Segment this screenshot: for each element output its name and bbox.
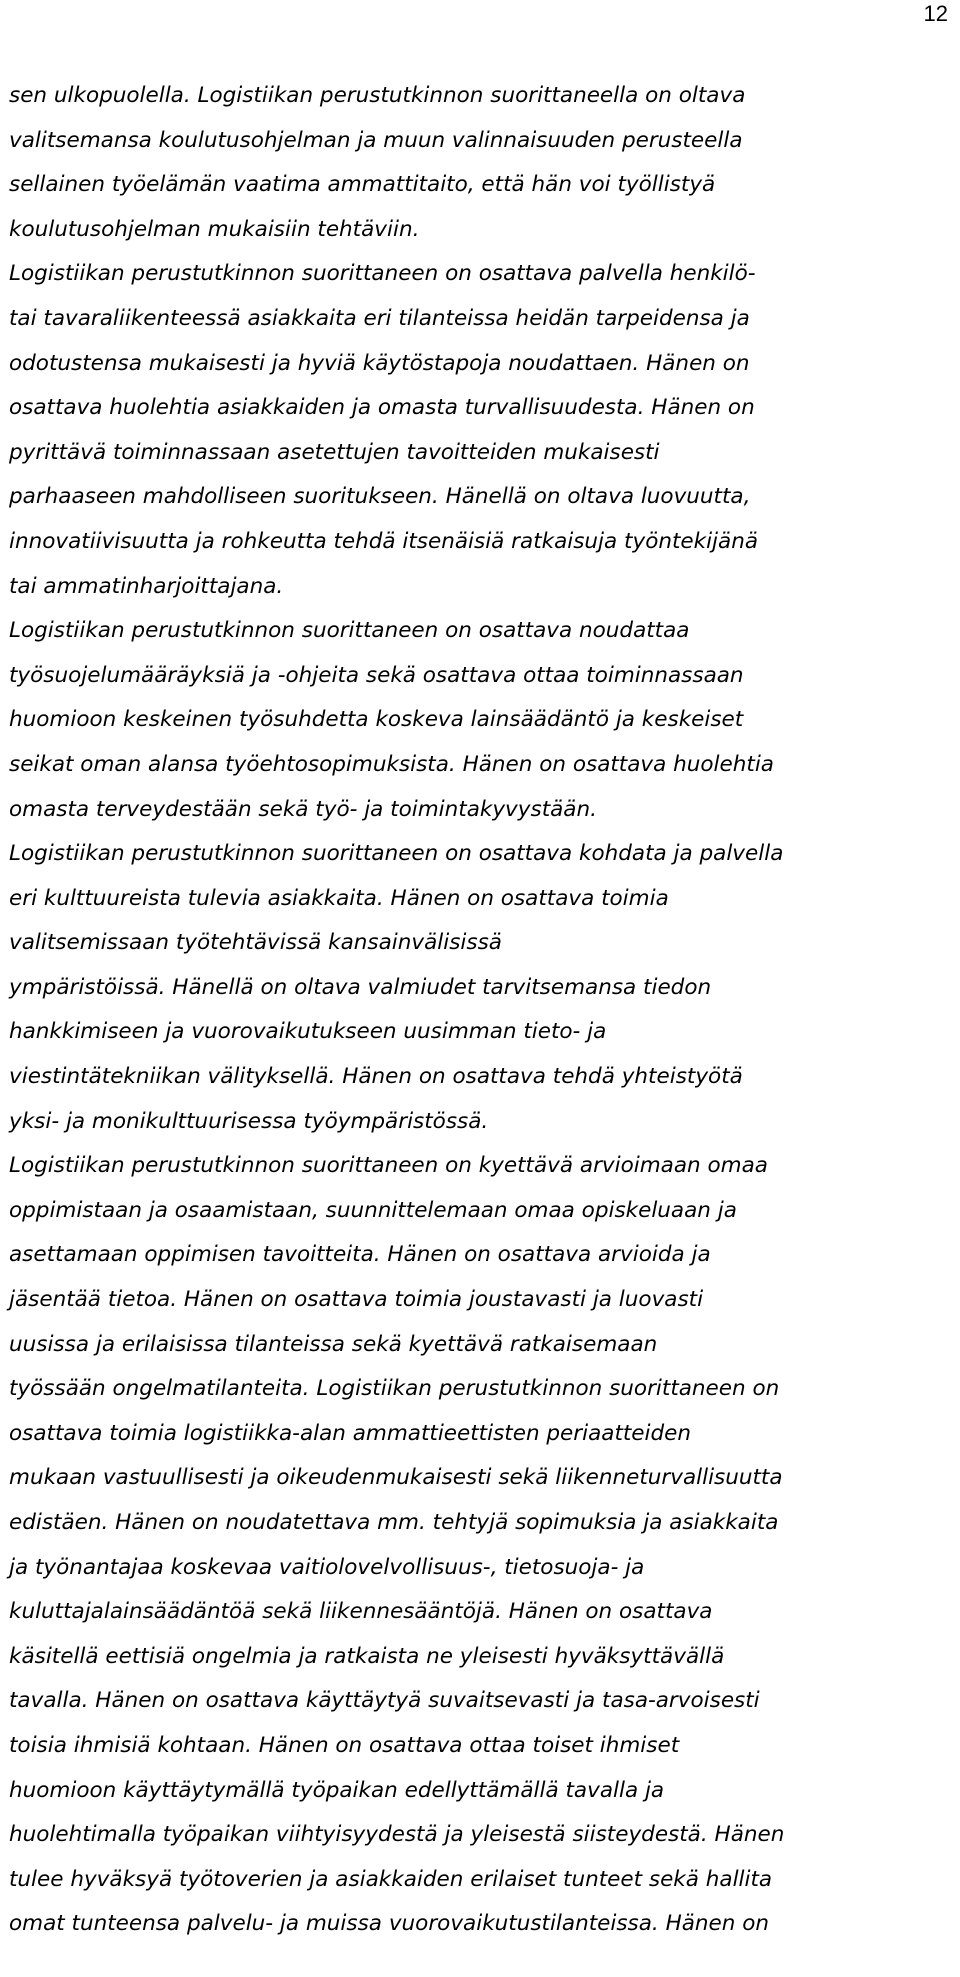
text-line: osattava huolehtia asiakkaiden ja omasta turvallisuudesta. Hänen on: [9, 395, 755, 421]
text-line: Logistiikan perustutkinnon suorittaneen on kyettävä arvioimaan omaa: [9, 1153, 768, 1179]
text-line: tavalla. Hänen on osattava käyttäytyä suvaitsevasti ja tasa-arvoisesti: [9, 1688, 760, 1714]
text-line: odotustensa mukaisesti ja hyviä käytöstapoja noudattaen. Hänen on: [9, 350, 750, 376]
text-line: mukaan vastuullisesti ja oikeudenmukaisesti sekä liikenneturvallisuutta: [9, 1465, 783, 1491]
text-line: Logistiikan perustutkinnon suorittaneen on osattava noudattaa: [9, 618, 690, 644]
text-line: pyrittävä toiminnassaan asetettujen tavoitteiden mukaisesti: [9, 439, 660, 465]
text-line: eri kulttuureista tulevia asiakkaita. Hänen on osattava toimia: [9, 885, 669, 911]
text-line: yksi- ja monikulttuurisessa työympäristössä.: [9, 1108, 489, 1134]
text-line: osattava toimia logistiikka-alan ammattieettisten periaatteiden: [9, 1420, 692, 1446]
text-line: tulee hyväksyä työtoverien ja asiakkaiden erilaiset tunteet sekä hallita: [9, 1866, 773, 1892]
text-line: omasta terveydestään sekä työ- ja toimintakyvystään.: [9, 796, 597, 822]
text-line: viestintätekniikan välityksellä. Hänen on osattava tehdä yhteistyötä: [9, 1064, 743, 1090]
text-line: sellainen työelämän vaatima ammattitaito, että hän voi työllistyä: [9, 172, 716, 198]
text-line: toisia ihmisiä kohtaan. Hänen on osattava ottaa toiset ihmiset: [9, 1732, 680, 1758]
page-number: 12: [923, 1, 948, 26]
text-line: hankkimiseen ja vuorovaikutukseen uusimman tieto- ja: [9, 1019, 607, 1045]
text-line: tai tavaraliikenteessä asiakkaita eri tilanteissa heidän tarpeidensa ja: [9, 305, 750, 331]
text-line: huolehtimalla työpaikan viihtyisyydestä ja yleisestä siisteydestä. Hänen: [9, 1822, 785, 1848]
body-text: [9, 74, 954, 1947]
text-line: huomioon käyttäytymällä työpaikan edellyttämällä tavalla ja: [9, 1777, 665, 1803]
text-line: ja työnantajaa koskevaa vaitiolovelvollisuus-, tietosuoja- ja: [9, 1554, 645, 1580]
text-line: innovatiivisuutta ja rohkeutta tehdä itsenäisiä ratkaisuja työntekijänä: [9, 528, 759, 554]
text-line: edistäen. Hänen on noudatettava mm. tehtyjä sopimuksia ja asiakkaita: [9, 1510, 779, 1535]
text-line: työssään ongelmatilanteita. Logistiikan perustutkinnon suorittaneen on: [9, 1376, 780, 1402]
text-line: Logistiikan perustutkinnon suorittaneen on osattava kohdata ja palvella: [9, 841, 784, 867]
text-line: tai ammatinharjoittajana.: [9, 573, 284, 599]
text-line: valitsemissaan työtehtävissä kansainvälisissä: [9, 930, 502, 956]
text-line: työsuojelumääräyksiä ja -ohjeita sekä osattava ottaa toiminnassaan: [9, 662, 744, 688]
text-line: koulutusohjelman mukaisiin tehtäviin.: [9, 216, 420, 242]
text-line: käsitellä eettisiä ongelmia ja ratkaista ne yleisesti hyväksyttävällä: [9, 1643, 725, 1669]
text-line: asettamaan oppimisen tavoitteita. Hänen on osattava arvioida ja: [9, 1242, 711, 1268]
text-line: sen ulkopuolella. Logistiikan perustutkinnon suorittaneella on oltava: [9, 83, 746, 108]
text-line: oppimistaan ja osaamistaan, suunnittelemaan omaa opiskeluaan ja: [9, 1197, 737, 1223]
text-line: seikat oman alansa työehtosopimuksista. Hänen on osattava huolehtia: [9, 751, 774, 777]
text-line: parhaaseen mahdolliseen suoritukseen. Hänellä on oltava luovuutta,: [9, 484, 751, 510]
text-line: Logistiikan perustutkinnon suorittaneen on osattava palvella henkilö-: [9, 261, 756, 287]
text-line: omat tunteensa palvelu- ja muissa vuorovaikutustilanteissa. Hänen on: [9, 1911, 770, 1937]
text-line: ympäristöissä. Hänellä on oltava valmiudet tarvitsemansa tiedon: [9, 974, 712, 1000]
text-line: valitsemansa koulutusohjelman ja muun valinnaisuuden perusteella: [9, 127, 743, 153]
text-line: kuluttajalainsäädäntöä sekä liikennesääntöjä. Hänen on osattava: [9, 1599, 713, 1625]
text-line: uusissa ja erilaisissa tilanteissa sekä kyettävä ratkaisemaan: [9, 1331, 658, 1357]
text-line: jäsentää tietoa. Hänen on osattava toimia joustavasti ja luovasti: [9, 1287, 704, 1313]
text-line: huomioon keskeinen työsuhdetta koskeva lainsäädäntö ja keskeiset: [9, 707, 744, 733]
